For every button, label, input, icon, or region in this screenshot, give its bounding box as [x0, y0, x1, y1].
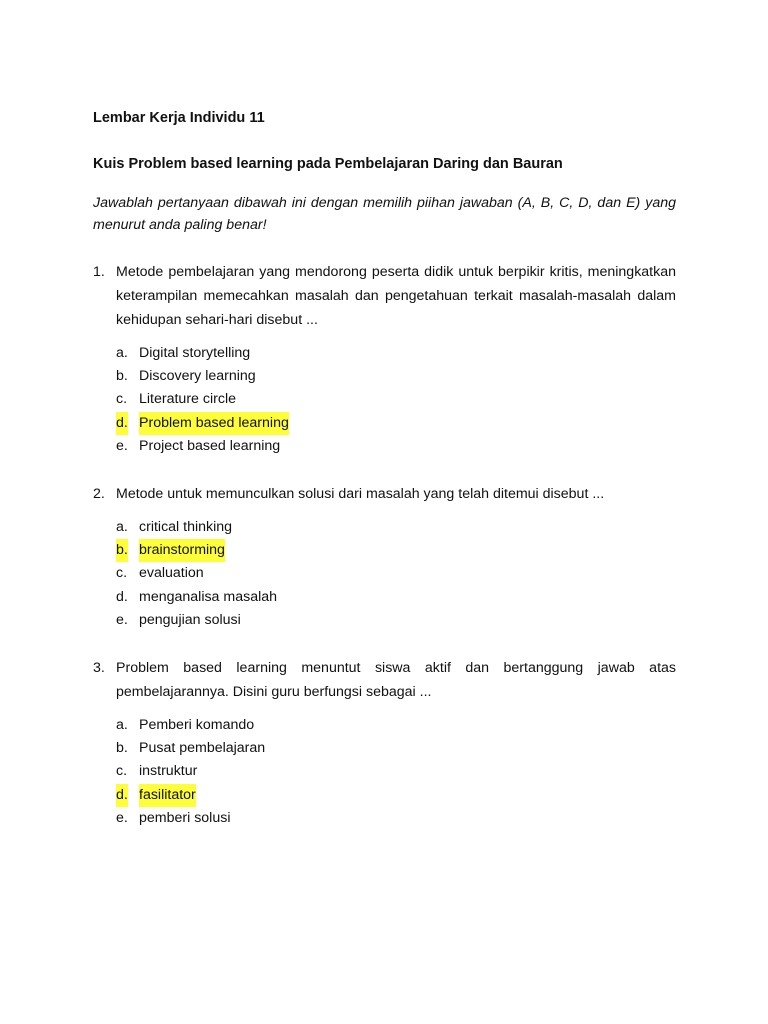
option-label: instruktur [139, 763, 198, 780]
question-text: Metode untuk memunculkan solusi dari masalah yang telah ditemui disebut ... [116, 486, 605, 502]
question-3 [93, 656, 676, 830]
option-b [93, 365, 676, 388]
question-number: 3. [93, 660, 105, 676]
option-c [93, 562, 676, 585]
option-label: fasilitator [139, 784, 196, 807]
option-c [93, 760, 676, 783]
option-a [93, 342, 676, 365]
option-c [93, 388, 676, 411]
option-letter: d. [116, 412, 128, 435]
option-letter: a. [116, 519, 128, 535]
option-label: brainstorming [139, 539, 225, 562]
option-letter: d. [116, 588, 128, 605]
option-letter: b. [116, 740, 128, 757]
option-e [93, 609, 676, 632]
question-text: Problem based learning menuntut siswa aktif dan bertanggung jawab atas pembelajarannya. Disini guru berfungsi sebagai ... [116, 660, 676, 700]
option-label: evaluation [139, 565, 204, 582]
option-a [93, 516, 676, 539]
instruction-text: Jawablah pertanyaan dibawah ini dengan memilih piihan jawaban (A, B, C, D, dan E) yang menurut anda paling benar! [93, 195, 676, 233]
option-label: Literature circle [139, 391, 236, 408]
option-b [93, 737, 676, 760]
page-title: Lembar Kerja Individu 11 [93, 110, 265, 126]
option-e [93, 807, 676, 830]
option-label: pemberi solusi [139, 809, 231, 826]
option-letter: c. [116, 763, 128, 780]
option-letter: e. [116, 437, 128, 454]
option-e [93, 435, 676, 458]
option-letter: e. [116, 611, 128, 628]
question-1 [93, 260, 676, 458]
option-label: Digital storytelling [139, 345, 251, 361]
option-letter: a. [116, 345, 128, 361]
option-letter: a. [116, 717, 128, 733]
options-list [93, 516, 676, 632]
option-label: Project based learning [139, 437, 281, 454]
option-d-highlighted [93, 784, 676, 807]
option-letter: b. [116, 539, 128, 562]
option-label: critical thinking [139, 519, 233, 535]
option-label: Problem based learning [139, 412, 289, 435]
option-letter: d. [116, 784, 128, 807]
question-number: 2. [93, 486, 105, 502]
question-text: Metode pembelajaran yang mendorong peserta didik untuk berpikir kritis, meningkatkan keterampilan memecahkan masalah dan pengetahuan terkait masalah-masalah dalam kehidupan sehari-hari disebut ... [116, 264, 676, 328]
option-letter: c. [116, 391, 128, 408]
option-letter: c. [116, 565, 128, 582]
question-number: 1. [93, 264, 105, 280]
option-b-highlighted [93, 539, 676, 562]
question-2 [93, 482, 676, 632]
option-a [93, 714, 676, 737]
option-d-highlighted [93, 412, 676, 435]
options-list [93, 714, 676, 830]
option-letter: e. [116, 809, 128, 826]
option-letter: b. [116, 368, 128, 385]
option-label: pengujian solusi [139, 611, 241, 628]
option-d [93, 586, 676, 609]
options-list [93, 342, 676, 458]
option-label: Pusat pembelajaran [139, 740, 266, 757]
option-label: Discovery learning [139, 368, 256, 385]
quiz-subtitle: Kuis Problem based learning pada Pembelajaran Daring dan Bauran [93, 156, 563, 172]
option-label: Pemberi komando [139, 717, 255, 733]
option-label: menganalisa masalah [139, 588, 278, 605]
